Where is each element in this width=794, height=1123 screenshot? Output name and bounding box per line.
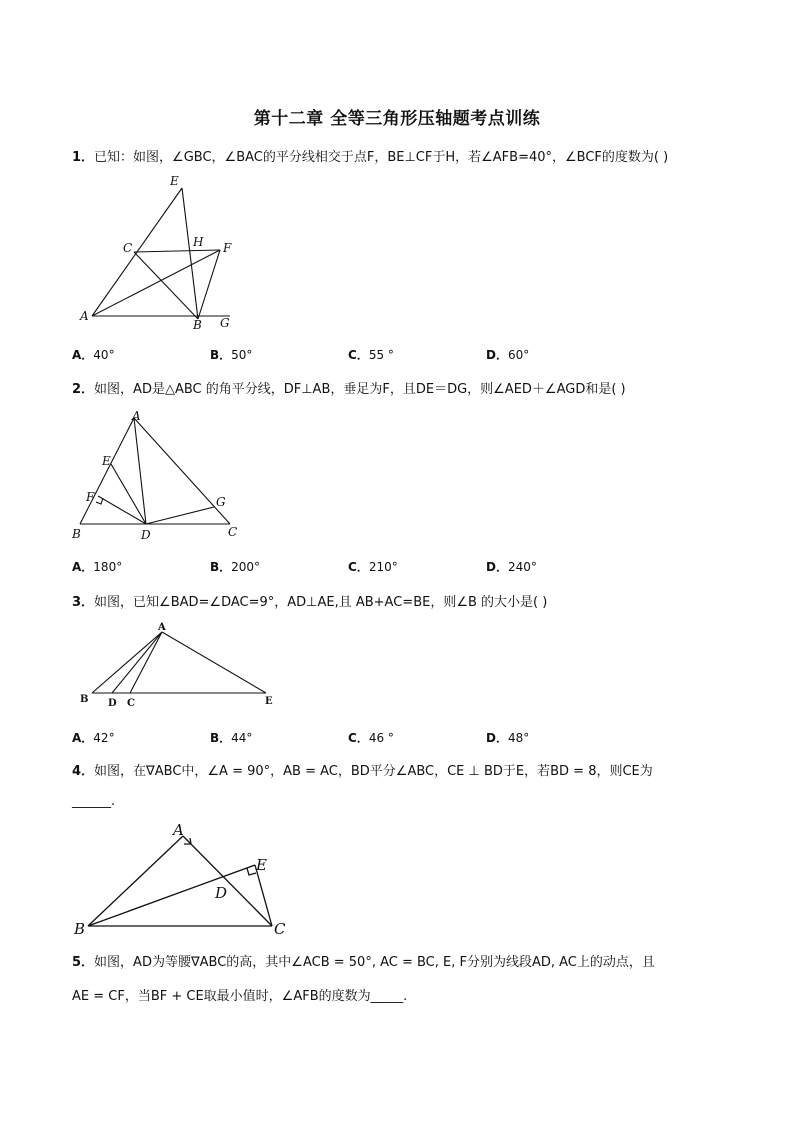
figure-q4 <box>72 818 302 940</box>
question-text: 如图，AD为等腰∇ABC的高，其中∠ACB = 50°, AC = BC, E, F分别为线段AD, AC上的动点，且 <box>94 955 655 970</box>
question-text: 如图，在∇ABC中，∠A = 90°，AB = AC，BD平分∠ABC，CE ⊥ BD于E，若BD = 8，则CE为 <box>94 764 653 779</box>
figure-q3 <box>72 620 287 712</box>
label-C: C <box>127 698 135 709</box>
label-F: F <box>86 490 95 504</box>
option-d[interactable]: D．240° <box>486 560 537 574</box>
option-d[interactable]: D．48° <box>486 731 530 745</box>
question-text-continued: AE = CF，当BF + CE取最小值时，∠AFB的度数为_____. <box>72 989 408 1004</box>
label-B: B <box>80 694 89 705</box>
label-A: A <box>132 409 141 423</box>
option-a[interactable]: A．40° <box>72 348 115 362</box>
label-H: H <box>193 235 204 249</box>
label-G: G <box>220 316 230 330</box>
option-c[interactable]: C．210° <box>348 560 398 574</box>
label-A: A <box>173 821 184 839</box>
label-E: E <box>256 856 267 874</box>
option-c[interactable]: C．46 ° <box>348 731 394 745</box>
label-D: D <box>141 528 151 542</box>
label-E: E <box>102 454 111 468</box>
label-B: B <box>193 318 202 332</box>
option-b[interactable]: B．44° <box>210 731 253 745</box>
question-5-line-2 <box>72 985 407 1004</box>
option-d[interactable]: D．60° <box>486 348 530 362</box>
question-5 <box>72 951 655 970</box>
question-text: 已知：如图，∠GBC，∠BAC的平分线相交于点F，BE⊥CF于H，若∠AFB=40°，∠BCF的度数为( ) <box>94 150 669 165</box>
question-number: 4． <box>72 764 95 779</box>
question-text: 如图，已知∠BAD=∠DAC=9°，AD⊥AE,且 AB+AC=BE，则∠B 的大小是( ) <box>94 595 548 610</box>
label-E: E <box>265 696 273 707</box>
label-B: B <box>74 920 86 938</box>
option-c[interactable]: C．55 ° <box>348 348 394 362</box>
question-2 <box>72 378 626 397</box>
question-number: 5． <box>72 955 95 970</box>
question-1 <box>72 146 668 165</box>
question-4-blank[interactable] <box>72 794 115 809</box>
option-b[interactable]: B．50° <box>210 348 253 362</box>
label-C: C <box>274 920 286 938</box>
option-a[interactable]: A．180° <box>72 560 123 574</box>
question-number: 3． <box>72 595 95 610</box>
figure-q1 <box>72 170 252 335</box>
answer-blank[interactable]: ______. <box>72 794 116 809</box>
label-A: A <box>80 309 89 323</box>
page-title: 第十二章 全等三角形压轴题考点训练 <box>253 109 541 129</box>
question-3 <box>72 591 547 610</box>
figure-q2 <box>68 408 248 543</box>
question-number: 2． <box>72 382 95 397</box>
label-D: D <box>215 884 228 902</box>
label-A: A <box>158 622 166 633</box>
label-E: E <box>170 174 179 188</box>
label-C: C <box>123 241 133 255</box>
option-a[interactable]: A．42° <box>72 731 115 745</box>
option-b[interactable]: B．200° <box>210 560 261 574</box>
question-text: 如图，AD是△ABC 的角平分线，DF⊥AB，垂足为F，且DE＝DG，则∠AED＋∠AGD和是( ) <box>94 382 626 397</box>
question-4 <box>72 760 653 779</box>
label-C: C <box>228 525 238 539</box>
label-D: D <box>108 698 117 709</box>
label-F: F <box>223 241 232 255</box>
question-number: 1． <box>72 150 95 165</box>
label-B: B <box>72 527 81 541</box>
label-G: G <box>216 495 226 509</box>
